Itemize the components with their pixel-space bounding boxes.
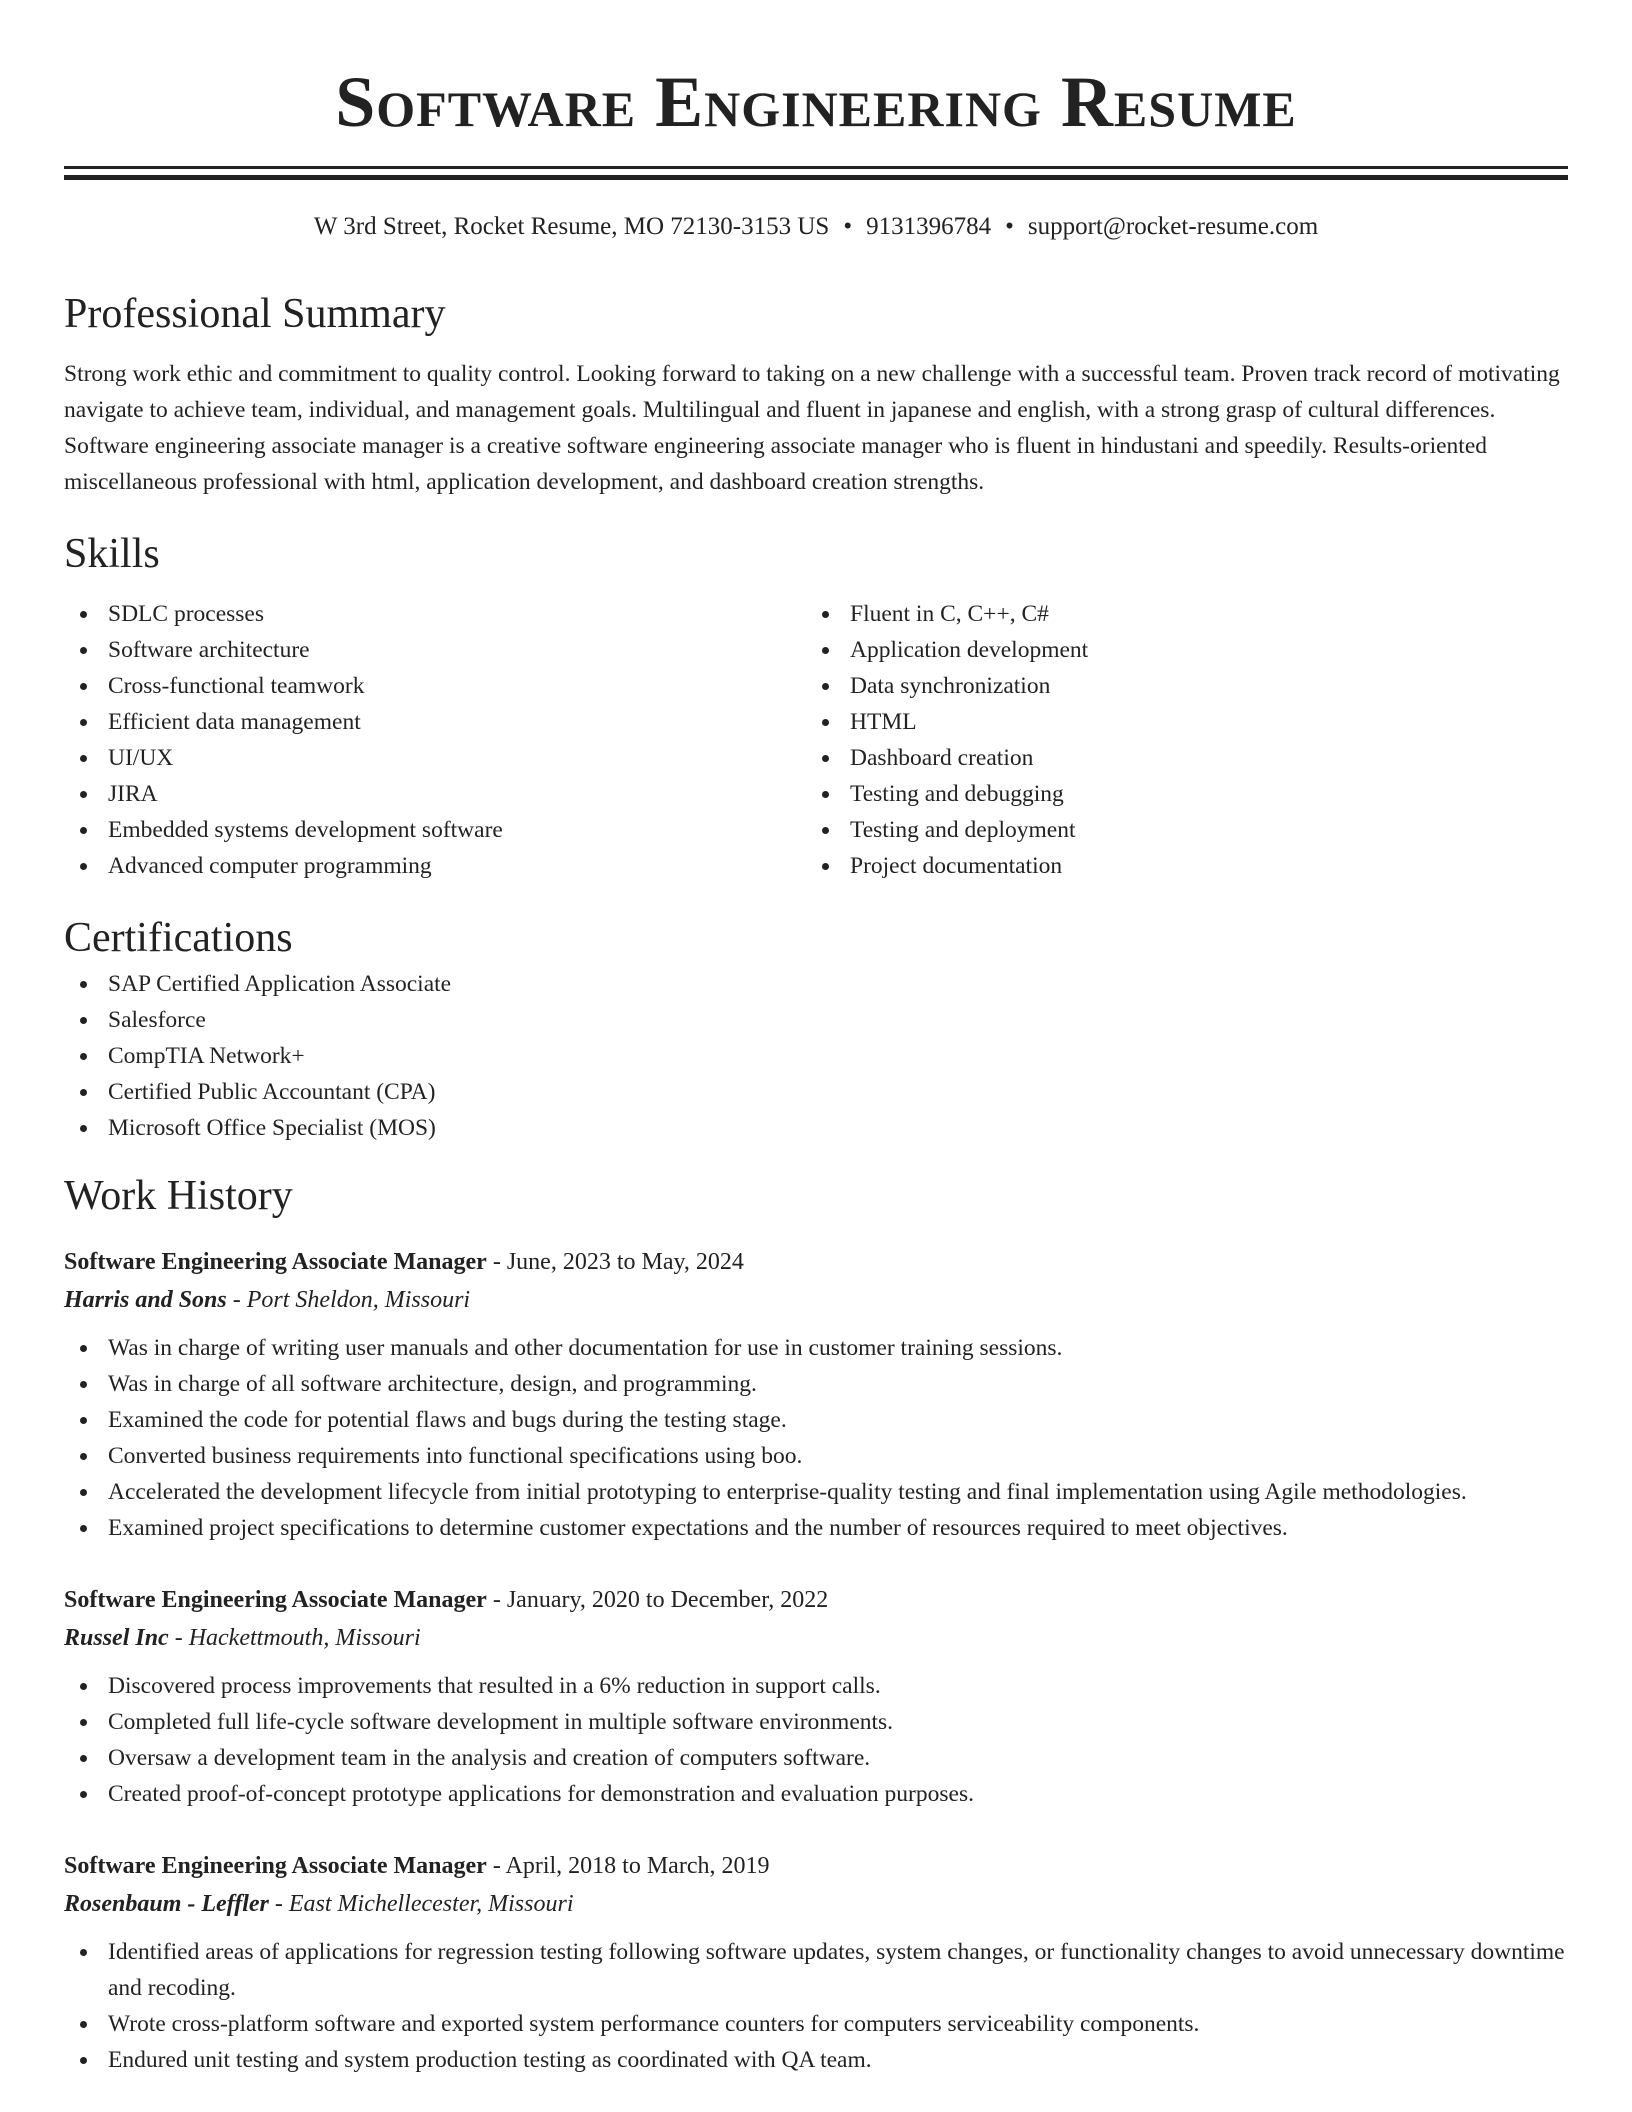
job-location: - Port Sheldon, Missouri [226, 1287, 471, 1313]
certification-item: SAP Certified Application Associate [64, 966, 1568, 1002]
skill-item: HTML [806, 704, 1548, 740]
section-heading-skills: Skills [64, 531, 160, 577]
bullet-dot [822, 611, 829, 618]
job-bullet-item: Created proof-of-concept prototype applications for demonstration and evaluation purposes. [64, 1776, 1568, 1812]
bullet-dot [822, 683, 829, 690]
skill-item: Embedded systems development software [64, 812, 806, 848]
skill-item: Dashboard creation [806, 740, 1548, 776]
job-bullet-item: Identified areas of applications for regression testing following software updates, system changes, or functionality changes to avoid unnecessary downtime and recoding. [64, 1934, 1568, 2006]
job-title: Software Engineering Associate Manager [64, 1587, 487, 1613]
title-rule-bottom [64, 175, 1568, 180]
skill-item: Software architecture [64, 632, 806, 668]
contact-email: support@rocket-resume.com [1027, 213, 1319, 240]
job-title: Software Engineering Associate Manager [64, 1249, 487, 1275]
job-entry [64, 1848, 1568, 2078]
bullet-dot [80, 1755, 87, 1762]
section-heading-summary: Professional Summary [64, 291, 446, 337]
bullet-dot [80, 791, 87, 798]
bullet-dot [80, 1719, 87, 1726]
job-bullet-item: Examined project specifications to determine customer expectations and the number of resources required to meet objectives. [64, 1510, 1568, 1546]
skill-item: Project documentation [806, 848, 1548, 884]
bullet-dot [80, 2021, 87, 2028]
bullet-dot [80, 647, 87, 654]
job-location: - Hackettmouth, Missouri [168, 1625, 421, 1651]
title-rule-top [64, 166, 1568, 169]
section-heading-work-history: Work History [64, 1173, 293, 1219]
job-bullet-item: Examined the code for potential flaws and bugs during the testing stage. [64, 1402, 1568, 1438]
bullet-dot [80, 981, 87, 988]
skill-item: Fluent in C, C++, C# [806, 596, 1548, 632]
skill-item: JIRA [64, 776, 806, 812]
bullet-dot [822, 863, 829, 870]
job-company: Russel Inc [64, 1625, 169, 1651]
job-company-line [64, 1280, 1568, 1320]
bullet-dot [822, 827, 829, 834]
bullet-dot [80, 1017, 87, 1024]
job-company-line [64, 1618, 1568, 1658]
skill-item: Advanced computer programming [64, 848, 806, 884]
contact-phone: 9131396784 [866, 213, 992, 240]
job-bullet-item: Converted business requirements into functional specifications using boo. [64, 1438, 1568, 1474]
job-company: Rosenbaum - Leffler [64, 1891, 269, 1917]
skill-item: Testing and debugging [806, 776, 1548, 812]
certification-item: Certified Public Accountant (CPA) [64, 1074, 1568, 1110]
job-entry [64, 1582, 1568, 1812]
job-bullet-item: Was in charge of writing user manuals and other documentation for use in customer training sessions. [64, 1330, 1568, 1366]
bullet-dot [822, 719, 829, 726]
skill-item: Efficient data management [64, 704, 806, 740]
resume-title: Software Engineering Resume [335, 62, 1297, 142]
skills-list [64, 596, 1568, 884]
bullet-dot [80, 1683, 87, 1690]
bullet-dot [80, 1949, 87, 1956]
contact-separator: • [1005, 213, 1014, 240]
job-location: - East Michellecester, Missouri [268, 1891, 574, 1917]
bullet-dot [80, 1791, 87, 1798]
skills-column-right [806, 596, 1548, 884]
contact-line [64, 210, 1568, 244]
bullet-dot [80, 683, 87, 690]
certification-item: Microsoft Office Specialist (MOS) [64, 1110, 1568, 1146]
certifications-list [64, 966, 1568, 1146]
skill-item: UI/UX [64, 740, 806, 776]
contact-separator: • [843, 213, 853, 240]
bullet-dot [80, 1345, 87, 1352]
skill-item: Cross-functional teamwork [64, 668, 806, 704]
skill-item: SDLC processes [64, 596, 806, 632]
bullet-dot [80, 1453, 87, 1460]
bullet-dot [80, 863, 87, 870]
job-title-line [64, 1848, 1568, 1884]
resume-page [64, 0, 1568, 2078]
bullet-dot [80, 1125, 87, 1132]
bullet-dot [80, 1381, 87, 1388]
skill-item: Data synchronization [806, 668, 1548, 704]
section-heading-certifications: Certifications [64, 915, 293, 961]
job-bullet-item: Was in charge of all software architecture, design, and programming. [64, 1366, 1568, 1402]
job-bullet-item: Endured unit testing and system production testing as coordinated with QA team. [64, 2042, 1568, 2078]
certification-item: Salesforce [64, 1002, 1568, 1038]
job-bullet-item: Oversaw a development team in the analysis and creation of computers software. [64, 1740, 1568, 1776]
skill-item: Testing and deployment [806, 812, 1548, 848]
job-title-line [64, 1582, 1568, 1618]
job-company-line [64, 1884, 1568, 1924]
job-dates: - June, 2023 to May, 2024 [486, 1249, 744, 1275]
job-company: Harris and Sons [64, 1287, 227, 1313]
bullet-dot [80, 1489, 87, 1496]
job-entry [64, 1244, 1568, 1546]
certification-item: CompTIA Network+ [64, 1038, 1568, 1074]
bullet-dot [80, 1053, 87, 1060]
job-bullets [64, 1934, 1568, 2078]
bullet-dot [80, 1089, 87, 1096]
job-bullet-item: Discovered process improvements that resulted in a 6% reduction in support calls. [64, 1668, 1568, 1704]
bullet-dot [80, 2057, 87, 2064]
job-bullets [64, 1330, 1568, 1546]
job-dates: - January, 2020 to December, 2022 [486, 1587, 829, 1613]
job-title: Software Engineering Associate Manager [64, 1853, 487, 1879]
contact-address: W 3rd Street, Rocket Resume, MO 72130-3153 US [313, 213, 830, 240]
bullet-dot [80, 611, 87, 618]
job-title-line [64, 1244, 1568, 1280]
bullet-dot [822, 791, 829, 798]
skills-column-left [64, 596, 806, 884]
bullet-dot [80, 1525, 87, 1532]
bullet-dot [80, 1417, 87, 1424]
bullet-dot [80, 719, 87, 726]
job-bullet-item: Accelerated the development lifecycle from initial prototyping to enterprise-quality testing and final implementation using Agile methodologies. [64, 1474, 1568, 1510]
job-bullets [64, 1668, 1568, 1812]
job-dates: - April, 2018 to March, 2019 [486, 1853, 770, 1879]
bullet-dot [80, 827, 87, 834]
job-bullet-item: Wrote cross-platform software and exported system performance counters for computers serviceability components. [64, 2006, 1568, 2042]
summary-text: Strong work ethic and commitment to quality control. Looking forward to taking on a new challenge with a successful team. Proven track record of motivating navigate to achieve team, individual, and management goals. Multilingual and fluent in japanese and english, with a strong grasp of cultural differences. Software engineering associate manager is a creative software engineering associate manager who is fluent in hindustani and speedily. Results-oriented miscellaneous professional with html, application development, and dashboard creation strengths. [64, 361, 1560, 495]
bullet-dot [822, 647, 829, 654]
skill-item: Application development [806, 632, 1548, 668]
job-bullet-item: Completed full life-cycle software development in multiple software environments. [64, 1704, 1568, 1740]
bullet-dot [80, 755, 87, 762]
bullet-dot [822, 755, 829, 762]
